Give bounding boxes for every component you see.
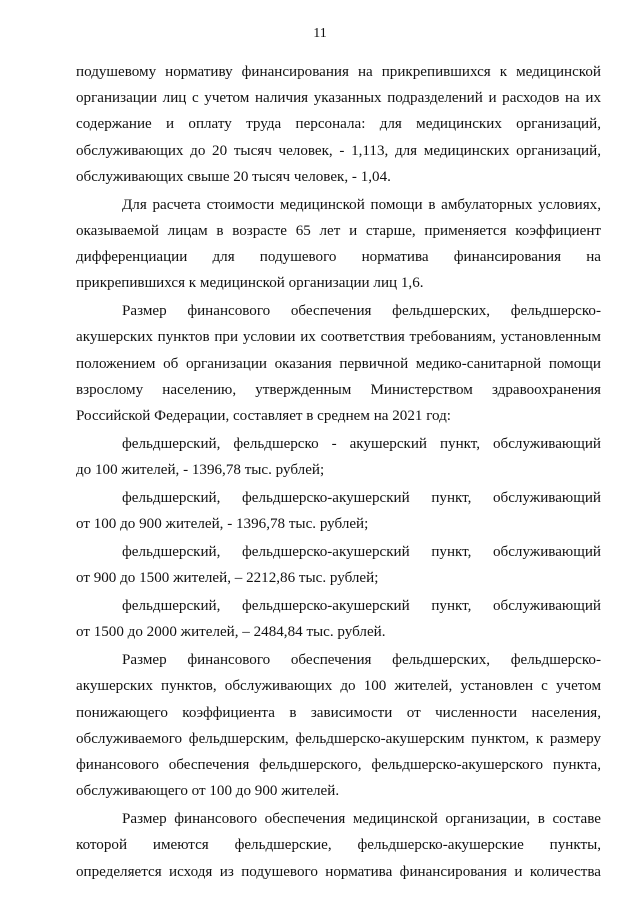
paragraph-p5	[76, 485, 601, 537]
page-number: 11	[313, 26, 327, 41]
document-body	[76, 59, 601, 886]
paragraph-p9	[76, 806, 601, 885]
text-line: финансового обеспечения фельдшерского, фельдшерско-акушерского пункта,	[76, 757, 601, 774]
paragraph-p6	[76, 539, 601, 591]
text-line: определяется исходя из подушевого норматива финансирования и количества	[76, 863, 601, 880]
text-line: обслуживающих до 20 тысяч человек, - 1,113, для медицинских организаций,	[76, 142, 601, 159]
text-line: взрослому населению, утвержденным Министерством здравоохранения	[76, 381, 601, 398]
text-line: понижающего коэффициента в зависимости от численности населения,	[76, 704, 601, 721]
text-line: от 1500 до 2000 жителей, – 2484,84 тыс. рублей.	[76, 624, 386, 641]
text-line: до 100 жителей, - 1396,78 тыс. рублей;	[76, 462, 325, 479]
text-line: прикрепившихся к медицинской организации лиц 1,6.	[76, 275, 424, 292]
paragraph-p2	[76, 192, 601, 297]
text-line: акушерских пунктов при условии их соответствия требованиям, установленным	[76, 329, 601, 346]
text-line: фельдшерский, фельдшерско - акушерский пункт, обслуживающий	[122, 435, 601, 452]
paragraph-p8	[76, 647, 601, 804]
text-line: фельдшерский, фельдшерско-акушерский пункт, обслуживающий	[122, 598, 601, 615]
text-line: Размер финансового обеспечения фельдшерских, фельдшерско-	[122, 303, 601, 320]
text-line: положением об организации оказания первичной медико-санитарной помощи	[76, 355, 601, 372]
text-line: от 100 до 900 жителей, - 1396,78 тыс. рублей;	[76, 516, 369, 533]
paragraph-p7	[76, 593, 601, 645]
paragraph-p1	[76, 59, 601, 190]
text-line: фельдшерский, фельдшерско-акушерский пункт, обслуживающий	[122, 544, 601, 561]
text-line: оказываемой лицам в возрасте 65 лет и старше, применяется коэффициент	[76, 222, 601, 239]
text-line: фельдшерский, фельдшерско-акушерский пункт, обслуживающий	[122, 490, 601, 506]
text-line: Размер финансового обеспечения фельдшерских, фельдшерско-	[122, 652, 601, 669]
text-line: подушевому нормативу финансирования на прикрепившихся к медицинской	[76, 64, 601, 80]
paragraph-p4	[76, 431, 601, 483]
text-line: от 900 до 1500 жителей, – 2212,86 тыс. рублей;	[76, 570, 379, 587]
paragraph-p3	[76, 298, 601, 429]
text-line: обслуживающего от 100 до 900 жителей.	[76, 783, 340, 800]
text-line: организации лиц с учетом наличия указанных подразделений и расходов на их	[76, 90, 601, 107]
text-line: дифференциации для подушевого норматива финансирования на	[76, 249, 601, 266]
text-line: акушерских пунктов, обслуживающих до 100 жителей, установлен с учетом	[76, 678, 601, 695]
text-line: содержание и оплату труда персонала: для медицинских организаций,	[76, 116, 601, 133]
text-line: которой имеются фельдшерские, фельдшерско-акушерские пункты,	[76, 837, 601, 854]
text-line: Российской Федерации, составляет в среднем на 2021 год:	[76, 408, 451, 425]
text-line: обслуживаемого фельдшерским, фельдшерско-акушерским пунктом, к размеру	[76, 730, 601, 747]
text-line: Размер финансового обеспечения медицинской организации, в составе	[122, 811, 601, 828]
text-line: Для расчета стоимости медицинской помощи в амбулаторных условиях,	[122, 196, 601, 213]
text-line: обслуживающих свыше 20 тысяч человек, - 1,04.	[76, 168, 391, 185]
